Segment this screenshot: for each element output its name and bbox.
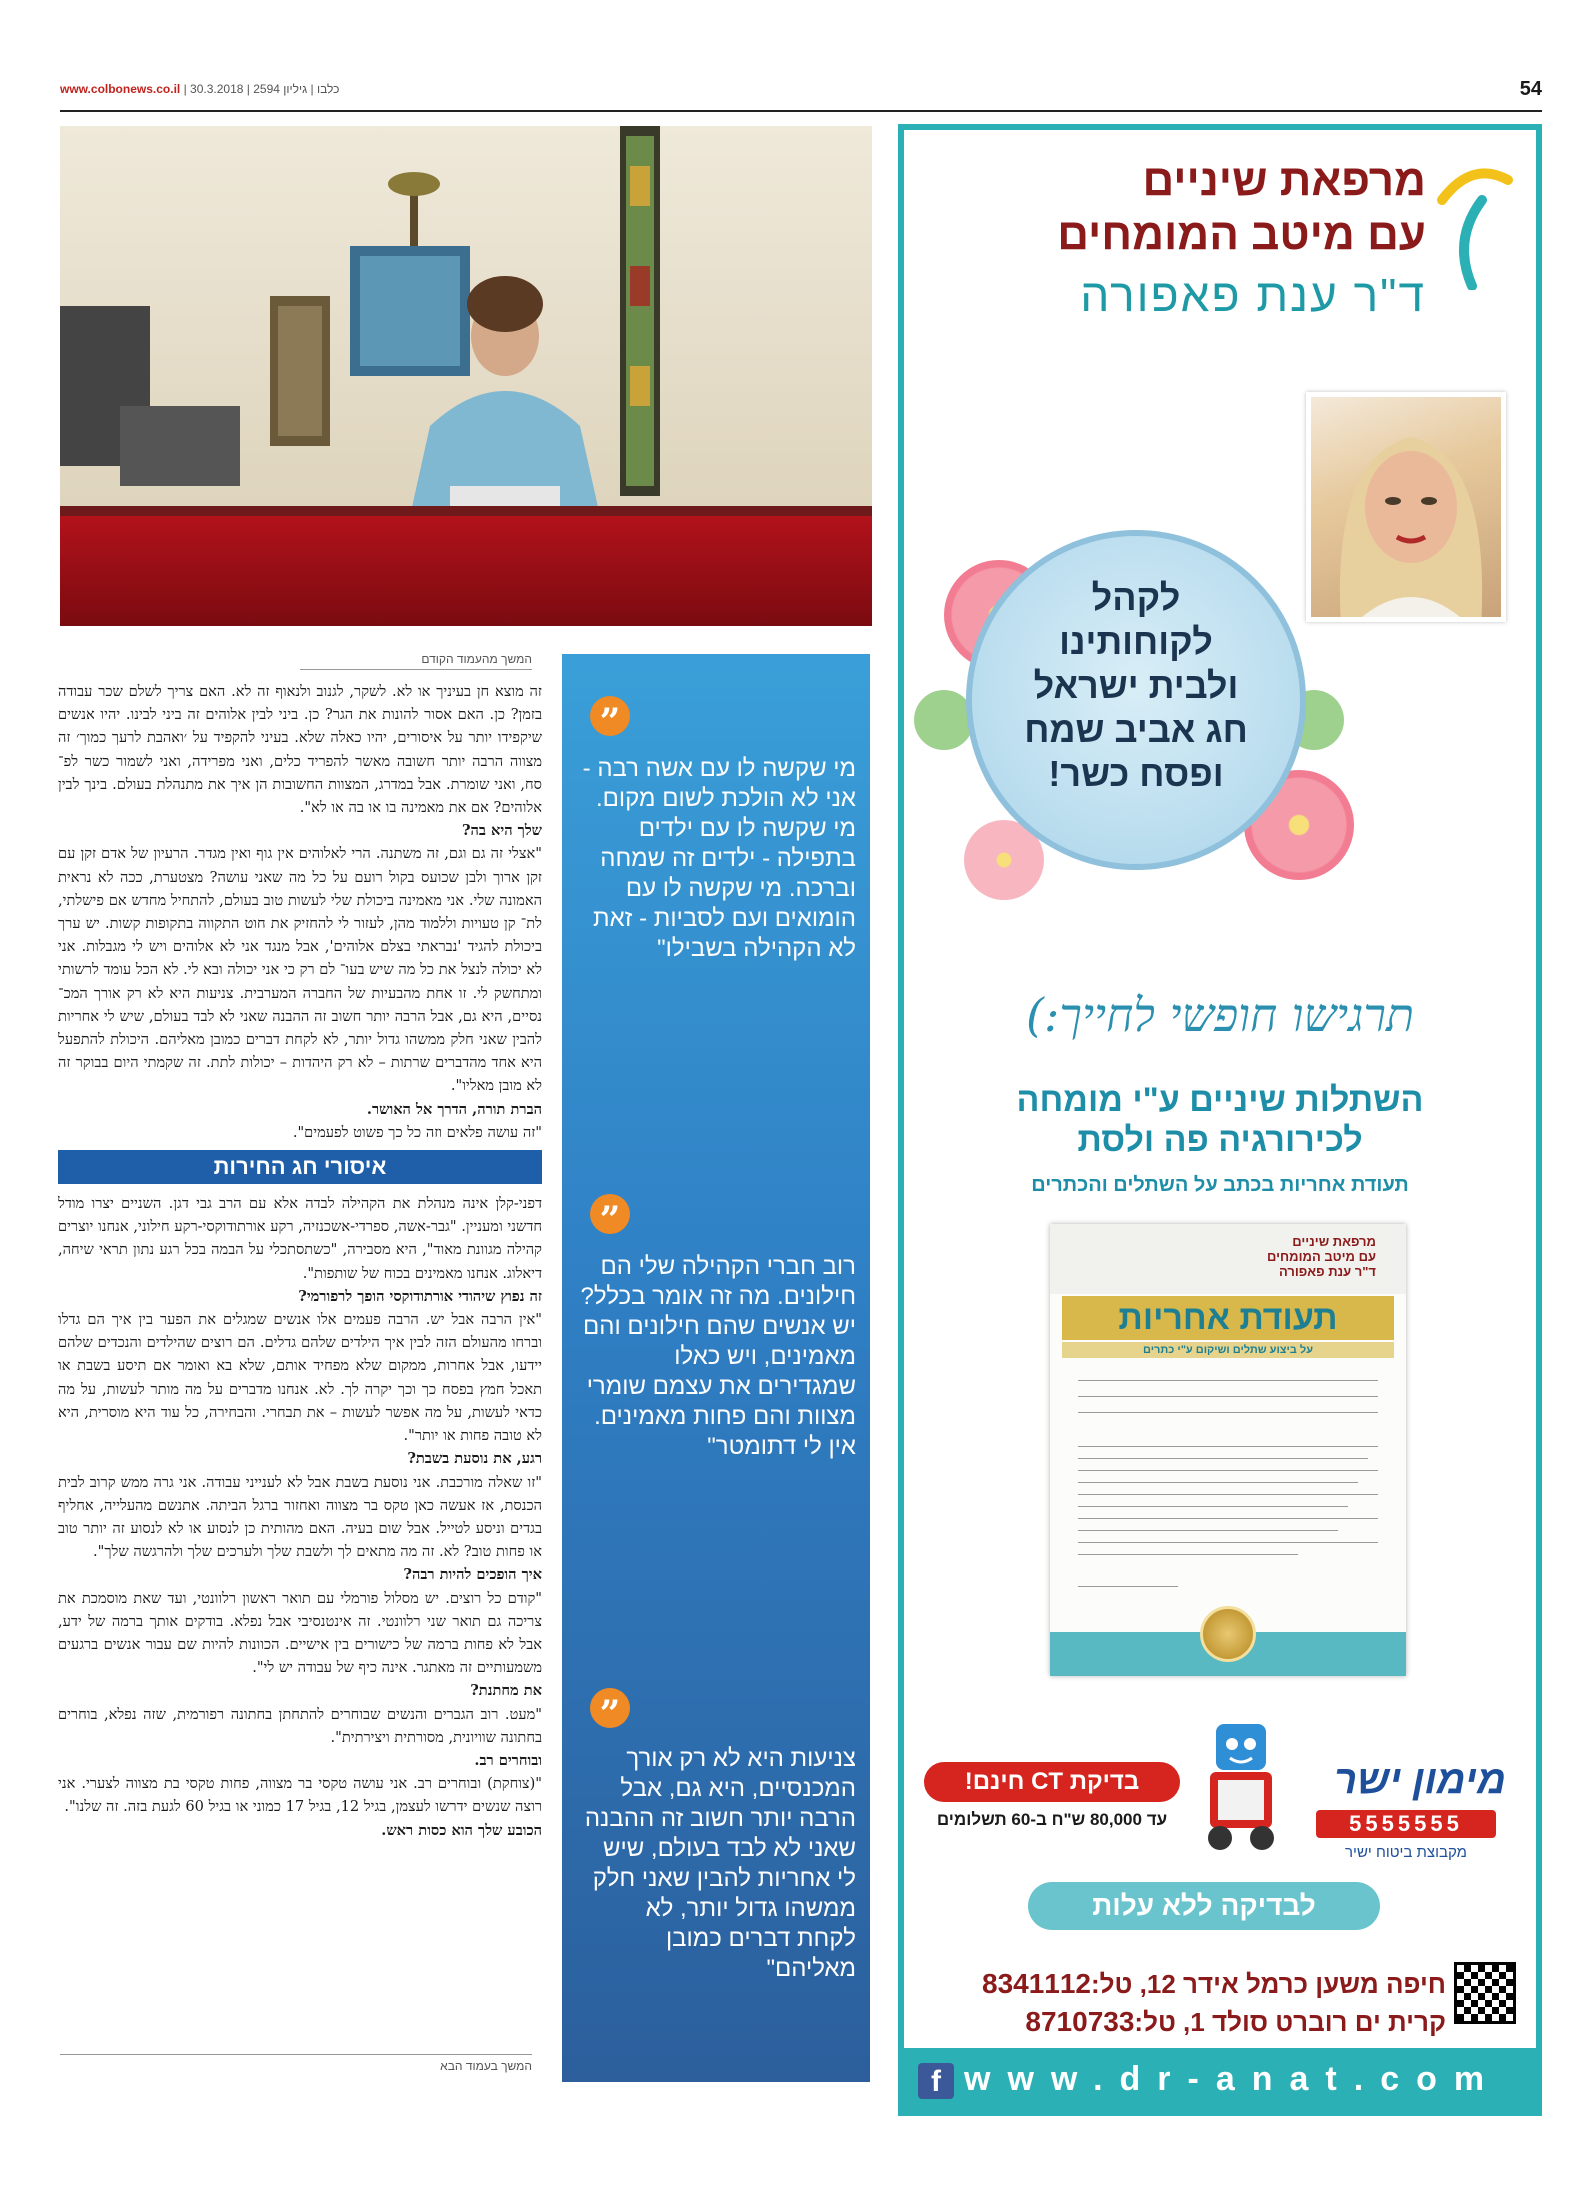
paragraph: "זו שאלה מורכבת. אני נוסעת בשבת אבל לא לענייני עבודה. אני גרה ממש קרוב לבית הכנסת, אז אעשה כאן טקס בר מצווה ואחזור ברגל הביתה. אתנשם מהעלייה, אחליף בגדים וניסע לטייל. אבל שום בעיה. האם מהותית כן לנסוע או לא לנסוע זה יותר טוב או פחות טוב? לא. זה מה מתאים לך ולשבת שלך ולערכים שלך ולהרגשה שלך". <box>58 1473 542 1561</box>
maimon-subtitle: מקבוצת ביטוח ישיר <box>1345 1844 1467 1861</box>
certificate-line <box>1078 1446 1378 1447</box>
pull-quote: צניעות היא לא רק אורך המכנסיים, היא גם, אבל הרבה יותר חשוב זה ההבנה שאני לא לבד בעולם, שיש לי אחריות להבין שאני חלק ממשהו גדול יותר, לא לקחת דברים כמובן מאליהם" <box>584 1745 856 1982</box>
clinic-logo-icon <box>1432 160 1516 290</box>
phone-number[interactable]: 8341112 <box>982 1968 1092 1999</box>
robot-mascot-icon <box>1196 1714 1286 1854</box>
doctor-portrait <box>1306 392 1506 622</box>
certificate-brand <box>1267 1234 1376 1279</box>
issue-meta: | כלבו | גיליון 2594 | 30.3.2018 <box>183 82 340 96</box>
quote-mark-icon: ” <box>590 1194 630 1234</box>
certificate-brand-line: מרפאת שיניים <box>1292 1234 1376 1249</box>
certificate-brand-line: ד"ר ענת פאפורה <box>1278 1264 1376 1279</box>
certificate-brand-line: עם מיטב המומחים <box>1267 1249 1376 1264</box>
greeting-circle <box>966 530 1306 870</box>
headline-line: לכירורגיה פה ולסת <box>1077 1121 1363 1159</box>
section-heading: איסורי חג החירות <box>58 1150 542 1184</box>
continued-to: המשך בעמוד הבא <box>60 2054 532 2073</box>
phone-number[interactable]: 8710733 <box>1025 2006 1135 2037</box>
page-number: 54 <box>1519 78 1542 100</box>
certificate-line <box>1078 1458 1368 1459</box>
quote-mark-icon: ” <box>590 696 630 736</box>
site-link[interactable]: www.colbonews.co.il <box>60 82 181 96</box>
certificate-line <box>1078 1530 1338 1531</box>
facebook-icon[interactable]: f <box>918 2063 954 2099</box>
ad-title-line1: מרפאת שיניים <box>1142 156 1426 205</box>
signature-line <box>1078 1586 1178 1587</box>
paragraph: "זה עושה פלאים וזה כל כך פשוט לפעמים". <box>292 1123 542 1141</box>
certificate-line <box>1078 1412 1378 1413</box>
synagogue-photo <box>60 126 872 626</box>
ct-offer-banner: בדיקת CT חינם! <box>924 1762 1180 1802</box>
website-bar <box>904 2048 1536 2110</box>
address-text: קרית ים רוברט סולד 1, טל: <box>1134 2007 1446 2037</box>
quote-mark-icon: ” <box>590 1688 630 1728</box>
interview-question: את מחתנת? <box>470 1682 542 1700</box>
interview-question: איך הופכים להיות רבה? <box>403 1566 542 1584</box>
pull-quote: רוב חברי הקהילה שלי הם חילונים. מה זה אומר בכלל? יש אנשים שהם חילונים והם מאמינים, ויש כאלו שמגדירים את עצמם שומרי מצוות והם פחות מאמינים. אין לי דתומטר" <box>580 1253 856 1460</box>
kiryat-yam-address <box>926 2006 1446 2038</box>
qr-code-icon[interactable] <box>1454 1962 1516 2024</box>
paragraph: "מעט. רוב הגברים והנשים שבוחרים להתחתן בחתונה רפורמית, שזה נפלא, בוחרים בחתונה שוויונית, מסורתית ויצירתית". <box>58 1705 542 1746</box>
paragraph: דפני-קלן אינה מנהלת את הקהילה לבדה אלא עם הרב גבי דגן. השניים יצרו מודל חדשני ומעניין. "גבר-אשה, ספרדי-אשכנזיה, רקע אורתודוקסי-רקע חילוני, אנחנו יוצרים קהילה מגוונת מאוד", היא מסבירה, "כשתסתכלי על הבמה בכל רגע נתון תראי שיחה, דיאלוג. אנחנו מאמינים בכוח של שותפות". <box>58 1195 542 1282</box>
paragraph: זה מוצא חן בעיניך או לא. לשקר, לגנוב ולנאוף זה לא. האם צריך לשלם שכר עבודה בזמן? כן. האם אסור להונות את הגר? כן. ביני לבין אלוהים זה ביני לבינו. יהיו אנשים שיקפידו יותר על איסורים, יהיו כאלה שלא. בעיני להקפיד על ׳ואהבת לרעך כמוך׳ זה מצווה הרבה יותר חשובה מאשר להפריד כלים, ואני מפרידה, ואני לשמור כשר לפ־ סח, ואני שומרת. אבל במדרג, המצוות החשובות הן איך את מתנהלת בעולם. בינך לבין אלוהים? אם את מאמינה בו או בה או לא". <box>58 683 542 817</box>
interview-question: זה נפוץ שיהודי אורתודוקסי הופך לרפורמי? <box>298 1287 542 1305</box>
ad-subheadline: תעודת אחריות בכתב על השתלים והכתרים <box>1031 1174 1409 1196</box>
paragraph: "אצלי זה גם וגם, זה משתנה. הרי לאלוהים אין גוף ואין מגדר. הרעיון של אדם זקן עם זקן ארוך ולבן שכועס בקול רועם על כל מה שאני עושה? מצטערת, ככה לא נראית האמונה שלי. אני מאמינה ביכולת שלי לעשות טוב בעולם, להתחיל מחדש אם פישלתי, לת־ קן טעויות וללמוד מהן, לעזור לי להחזיק את חוט התקווה בתקופות קשות. יש ערך ביכולת להגיד 'נבראתי בצלם אלוהים', אבל מנגד אני לא אלוהים ויש לי מגבלות. אני לא יכולה לנצל את כל מה שיש בעו־ לם רק כי אני יכולה ובא לי. לא הכל עומד לרשותי ומתחשק לי. זו אחת מהבעיות של החברה המערבית. צניעות היא לא רק אורך המכ־ נסיים, היא גם, אבל הרבה יותר חשוב זה ההבנה שאני לא לבד בעולם, שיש לי אחריות להבין שאני חלק ממשהו גדול יותר, לא לקחת דברים כמובן מאליהם. היכולת להתפעל היא אחד מהדברים שרתות – לא רק היהדות – יכולות לתת. זה שקמתי היום בבוקר זה לא מובן מאליו". <box>58 845 542 1095</box>
greeting-line: חג אביב שמח <box>1024 709 1248 750</box>
maimon-yashar-logo: מימון ישר <box>1334 1758 1506 1802</box>
certificate-line <box>1078 1506 1348 1507</box>
doctor-name: ד"ר ענת פאפורה <box>1080 269 1426 321</box>
header-source <box>60 82 339 96</box>
certificate-line <box>1078 1518 1378 1519</box>
greeting-line: ולבית ישראל <box>1033 665 1239 706</box>
certificate-subtitle: על ביצוע שתלים ושיקום ע"י כתרים <box>1062 1342 1394 1358</box>
dental-clinic-ad <box>898 124 1542 2116</box>
header-divider <box>60 110 1542 112</box>
interview-question: שלך היא בה? <box>461 822 542 840</box>
pull-quote: מי שקשה לו עם אשה רבה - אני לא הולכת לשום מקום. מי שקשה לו עם ילדים בתפילה - ילדים זה שמחה וברכה. מי שקשה לו עם הומואים ועם לסביות - זאת לא הקהילה בשבילו" <box>582 755 856 962</box>
certificate-line <box>1078 1554 1298 1555</box>
page-header <box>60 78 1542 108</box>
continued-from: המשך מהעמוד הקודם <box>300 652 532 670</box>
holiday-greeting <box>972 576 1300 796</box>
headline-line: השתלות שיניים ע"י מומחה <box>1016 1081 1424 1119</box>
article-body <box>58 680 542 2050</box>
certificate-title: תעודת אחריות <box>1062 1296 1394 1340</box>
certificate-line <box>1078 1494 1378 1495</box>
leaf-decoration <box>914 690 974 750</box>
pull-quotes-column <box>562 654 870 2082</box>
address-text: חיפה משען כרמל אידר 12, טל: <box>1091 1969 1446 1999</box>
interview-question: ובוחרים רב. <box>474 1751 542 1769</box>
haifa-address <box>926 1968 1446 2000</box>
certificate-line <box>1078 1482 1358 1483</box>
paragraph: "(צוחקת) ובוחרים רב. אני עושה טקסי בר מצווה, פחות טקסי בת מצווה לצערי. אני רוצה שנשים ידרשו לעצמן, בגיל 12, בגיל 17 כמוני או בגיל 60 לגעת בזה. זה שלנו". <box>58 1775 542 1816</box>
free-check-banner: לבדיקה ללא עלות <box>1028 1882 1380 1930</box>
website-link[interactable]: www.dr-anat.com <box>964 2060 1502 2098</box>
certificate-line <box>1078 1380 1378 1381</box>
maimon-phone[interactable]: 5555555 <box>1316 1810 1496 1838</box>
certificate-line <box>1078 1396 1378 1397</box>
certificate-line <box>1078 1470 1378 1471</box>
certificate-seal-icon <box>1200 1606 1256 1662</box>
paragraph: "קודם כל רוצים. יש מסלול פורמלי עם תואר ראשון רלוונטי, ועד שאת מוסמכת את צריכה גם תואר שני רלוונטי. זה אינטנסיבי אבל נפלא. בודקים אותך ברמה של ידע, אבל לא פחות ברמה של כישורים בין אישיים. הכוונות להיות שם עבור אנשים ברגעים משמעותיים זה מאתגר. אינה כיף של עבודה יש לי". <box>58 1589 542 1677</box>
interview-question: הכובע שלך הוא כסות ראש. <box>381 1821 542 1839</box>
greeting-line: ופסח כשר! <box>1048 753 1224 794</box>
greeting-line: לקהל <box>1091 577 1181 618</box>
warranty-certificate <box>1050 1224 1406 1676</box>
ct-offer-terms: עד 80,000 ש"ח ב-60 תשלומים <box>936 1810 1168 1829</box>
article-photo <box>60 126 872 626</box>
ad-slogan: תרגישו חופשי לחייך:) <box>1025 988 1415 1042</box>
ad-headline <box>904 1080 1536 1160</box>
greeting-line: לקוחותינו <box>1059 621 1213 662</box>
interview-question: הברת תורה, הדרך אל האושר. <box>366 1100 542 1118</box>
interview-question: רגע, את נוסעת בשבת? <box>407 1450 542 1468</box>
paragraph: "אין הרבה אבל יש. הרבה פעמים אלו אנשים שמגלים את הפער בין איך הם גדלו וברחו מהעולם הזה לבין איך הילדים שלהם גדלים. הם רוצים שהילדים והנכדים שלהם יידעו, אבל אחרות, ממקום שלא מפחיד אותם, שלא בא ואומר אם תיסע בשבת או תאכל חמץ בפסח כך וכך יקרה לך. לא. אנחנו מדברים על מה מותר לעשות, על מה כדאי לעשות, על מה אפשר לעשות – את תבחרי. והבחירה, כל עוד היא מוסרית, היא לא טובה פחות או יותר". <box>58 1311 542 1445</box>
certificate-line <box>1078 1542 1378 1543</box>
ad-title-line2: עם מיטב המומחים <box>1057 210 1426 259</box>
